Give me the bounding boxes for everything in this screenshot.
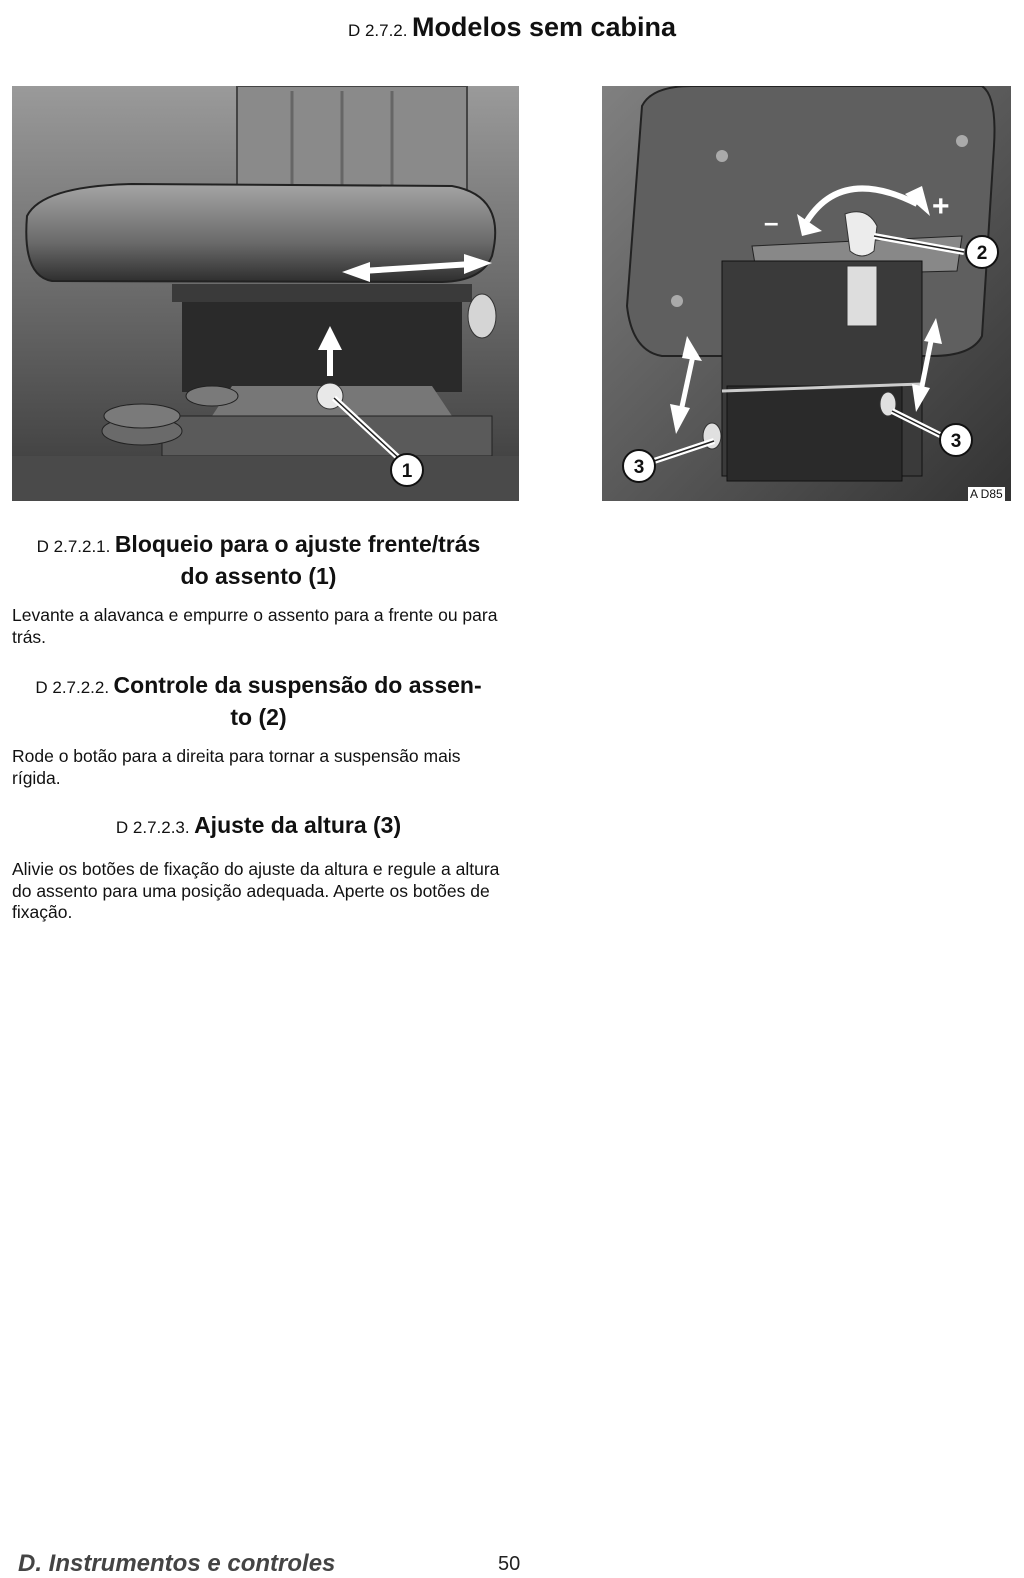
page-title-code: D 2.7.2. [347, 21, 408, 40]
callout-1-label: 1 [401, 461, 413, 482]
plus-sign: + [932, 190, 950, 223]
section-title-line1: Controle da suspensão do assen- [113, 672, 482, 698]
section-body-2: Rode o botão para a direita para tornar a suspensão mais rígida. [12, 746, 461, 788]
seat-lever-illustration [12, 86, 519, 501]
section-body-1: Levante a alavanca e empurre o assento para a frente ou para trás. [12, 605, 498, 647]
page-number: 50 [498, 1553, 521, 1575]
callout-3-right-label: 3 [950, 431, 962, 452]
page-title-text: Modelos sem cabina [411, 12, 677, 42]
seat-lever-photo [12, 86, 519, 501]
page-title [0, 12, 1024, 43]
callout-3-left-label: 3 [633, 457, 645, 478]
section-code: D 2.7.2.3. [115, 818, 190, 837]
section-code: D 2.7.2.2. [35, 678, 110, 697]
section-code: D 2.7.2.1. [36, 537, 111, 556]
seat-suspension-photo [602, 86, 1011, 501]
figure-code: A D85 [970, 487, 1003, 501]
section-title-line1: Ajuste da altura (3) [194, 812, 402, 838]
section-body-3: Alivie os botões de fixação do ajuste da altura e regule a altura do assento para uma posição adequada. Aperte os botões de fixação. [12, 859, 500, 922]
callout-2-label: 2 [976, 243, 988, 264]
section-heading-1 [12, 530, 505, 594]
footer-chapter: D. Instrumentos e controles [18, 1550, 336, 1577]
seat-suspension-illustration [602, 86, 1011, 501]
section-title-line2: to (2) [230, 704, 287, 730]
section-heading-2 [12, 671, 505, 735]
minus-sign: – [764, 207, 779, 237]
section-title-line1: Bloqueio para o ajuste frente/trás [114, 531, 481, 557]
section-heading-3 [12, 811, 505, 843]
section-title-line2: do assento (1) [180, 563, 337, 589]
